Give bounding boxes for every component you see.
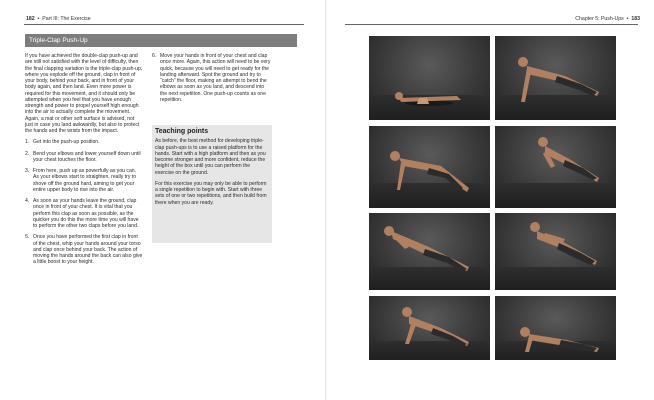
step-number: 2. (25, 150, 30, 157)
step-text: Once you have performed the first clap in front of the chest, whip your hands around your torso and clap once behind your back. The action of moving the hands around the back can also give a little boost to your height. (33, 234, 143, 266)
athlete-figure (369, 296, 490, 360)
athlete-figure (495, 213, 616, 290)
page-number-right: 183 (631, 16, 640, 22)
step-item (25, 139, 143, 145)
step-item (152, 53, 272, 103)
step-text: Move your hands in front of your chest and clap once more. Again, this action will need to be very quick, because you will need to get ready for the landing afterward. Spot the ground and try to “catch” the floor, making an attempt to bend the elbows as soon as you land, and descend into the next repetition. One push-up counts as one repetition. (160, 53, 271, 103)
exercise-photo-lowered (369, 36, 490, 120)
step-text: Get into the push-up position. (33, 139, 100, 146)
step-text: From here, push up as powerfully as you can. As your elbows start to straighten, really try to shove off the ground hard, aiming to get your entire upper body to rise into the air. (33, 168, 137, 193)
athlete-figure (495, 296, 616, 360)
teaching-points-box (152, 125, 272, 243)
step-item (25, 234, 143, 265)
athlete-figure (495, 126, 616, 208)
step-item (25, 151, 143, 164)
running-head-right: Chapter 5: Push-Ups • 183 (575, 16, 640, 22)
step-number: 5. (25, 234, 30, 241)
exercise-title-bar (25, 34, 297, 47)
step-number: 1. (25, 139, 30, 146)
athlete-figure (495, 36, 616, 120)
exercise-photo-landing (369, 296, 490, 360)
step-item (25, 168, 143, 193)
section-title-left: Part III: The Exercise (42, 16, 91, 22)
athlete-figure (369, 36, 490, 120)
exercise-photo-clap-back (495, 213, 616, 290)
header-rule-left (24, 24, 304, 25)
step-number: 3. (25, 168, 30, 174)
exercise-photo-clap-front (495, 126, 616, 208)
section-title-right: Chapter 5: Push-Ups (575, 16, 624, 22)
running-head-left: 182 • Part III: The Exercise (26, 16, 91, 22)
teaching-points-paragraph: As before, the best method for developing triple-clap push-ups is to use a raised platform for the hands. Start with a high platform and then as you become stronger and more confident, reduce the height of the box until you can perform the exercise on the ground. (155, 138, 266, 176)
step-item (25, 198, 143, 229)
teaching-points-heading: Teaching points (155, 128, 209, 135)
exercise-photo-push (369, 126, 490, 208)
right-column (152, 53, 272, 108)
step-number: 4. (25, 198, 30, 204)
athlete-figure (369, 126, 490, 208)
header-rule-right (345, 24, 638, 25)
athlete-figure (369, 213, 490, 290)
intro-paragraph: If you have achieved the double-clap push-up and are still not satisfied with the level of difficulty, then the final clapping variation is the triple-clap push-up, where you explode off the ground, clap in front of your body, behind your back, and in front of your body again, and then land. Even more power is required for this movement, and it should only be attempted when you feel that you have enough strength and power to propel yourself high enough into the air to actually complete the movement. Again, a mat or other soft surface is advised, not just in case you land awkwardly, but also to protect the hands and the wrists from the impact. (25, 53, 143, 134)
left-column (25, 53, 143, 271)
exercise-photo-catch (495, 296, 616, 360)
exercise-photo-start (495, 36, 616, 120)
step-number: 6. (152, 53, 157, 59)
exercise-photo-flight (369, 213, 490, 290)
step-text: Bend your elbows and lower yourself down until your chest touches the floor. (33, 150, 141, 163)
page-number-left: 182 (26, 16, 35, 22)
teaching-points-paragraph: For this exercise you may only be able to perform a single repetition to begin with. Start with three sets of one or two repetitions, and then build from there when you are ready. (155, 180, 267, 206)
exercise-title: Triple-Clap Push-Up (29, 37, 88, 44)
step-text: As soon as your hands leave the ground, clap once in front of your chest. It is vital that you perform this clap as soon as possible, as the quicker you do this the more time you will have to perform the other two claps before you land. (33, 198, 139, 229)
